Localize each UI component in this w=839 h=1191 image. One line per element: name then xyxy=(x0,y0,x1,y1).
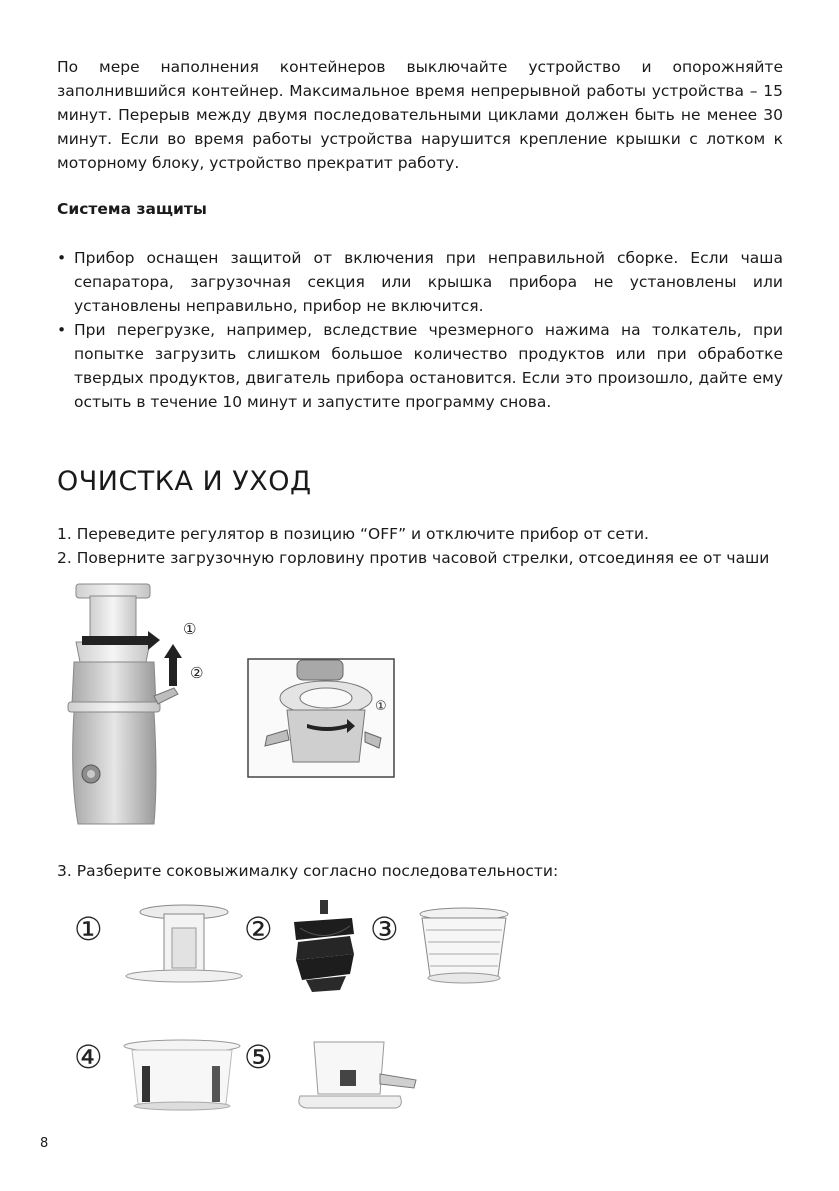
protection-list xyxy=(57,246,783,414)
intro-paragraph: По мере наполнения контейнеров выключайте устройство и опорожняйте заполнившийся контейнер. Максимальное время непрерывной работы устройства – 15 минут. Перерыв между двумя последовательными циклами должен быть не менее 30 минут. Если во время работы устройства нарушится крепление крышки с лотком к моторному блоку, устройство прекратит работу. xyxy=(57,58,783,172)
detail-illustration xyxy=(247,658,397,780)
marker-2: ② xyxy=(190,664,204,682)
protection-heading: Система защиты xyxy=(57,200,207,218)
part-marker-1: ① xyxy=(74,910,103,948)
auger-part xyxy=(294,900,354,992)
cleaning-step-1: 1. Переведите регулятор в позицию “OFF” и отключите прибор от сети. xyxy=(57,525,649,543)
cleaning-steps xyxy=(57,522,797,570)
rotating-brush-part xyxy=(124,1040,240,1110)
juice-bowl-part xyxy=(299,1042,416,1108)
strainer-part xyxy=(420,908,508,983)
juicer-illustration xyxy=(62,578,222,840)
part-marker-2: ② xyxy=(244,910,273,948)
detail-marker: ① xyxy=(375,699,387,714)
part-marker-4: ④ xyxy=(74,1038,103,1076)
parts-illustration xyxy=(70,898,530,1113)
marker-1: ① xyxy=(183,620,197,638)
cleaning-step-2: 2. Поверните загрузочную горловину против часовой стрелки, отсоединяя ее от чаши xyxy=(57,549,770,567)
feed-chute-part xyxy=(126,905,242,982)
protection-item: • При перегрузке, например, вследствие чрезмерного нажима на толкатель, при попытке загрузить слишком большое количество продуктов или при обработке твердых продуктов, двигатель прибора остановится. Если это произошло, дайте ему остыть в течение 10 минут и запустите программу снова. xyxy=(57,318,783,414)
page-number: 8 xyxy=(40,1136,49,1151)
part-marker-3: ③ xyxy=(370,910,399,948)
part-marker-5: ⑤ xyxy=(244,1038,273,1076)
protection-item: • Прибор оснащен защитой от включения при неправильной сборке. Если чаша сепаратора, загрузочная секция или крышка прибора не установлены или установлены неправильно, прибор не включится. xyxy=(57,246,783,318)
cleaning-step-3: 3. Разберите соковыжималку согласно последовательности: xyxy=(57,862,559,880)
section-title: ОЧИСТКА И УХОД xyxy=(57,466,312,497)
